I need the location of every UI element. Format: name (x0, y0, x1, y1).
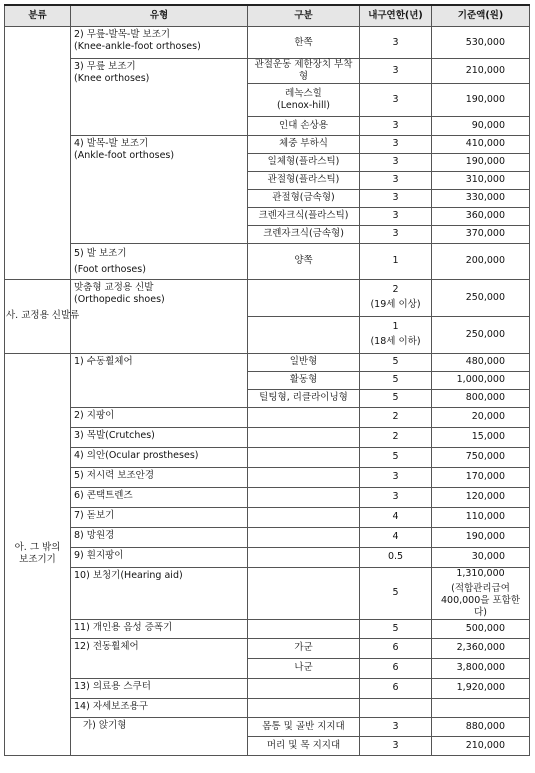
table-row (5, 135, 530, 153)
type-cell: 가) 앉기형 (71, 717, 248, 755)
type-cell: 5) 저시력 보조안경 (71, 467, 248, 487)
amount-cell: 20,000 (432, 407, 530, 427)
table-row (5, 59, 530, 84)
division-cell: 관절운동 제한장치 부착형 (248, 59, 360, 84)
amount-cell: 1,310,000 (적합관리급여 400,000을 포함한다) (432, 567, 530, 619)
amount-cell: 880,000 (432, 717, 530, 736)
type-cell: 6) 콘택트렌즈 (71, 487, 248, 507)
durability-cell: 2 (360, 407, 432, 427)
amount-cell: 210,000 (432, 736, 530, 755)
division-cell: 몸통 및 골반 지지대 (248, 717, 360, 736)
durability-cell: 3 (360, 59, 432, 84)
division-cell: 가군 (248, 638, 360, 658)
amount-cell: 250,000 (432, 316, 530, 353)
type-cell: 12) 전동휠체어 (71, 638, 248, 678)
type-cell: 2) 지팡이 (71, 407, 248, 427)
division-cell: 일체형(플라스틱) (248, 153, 360, 171)
table-row (5, 507, 530, 527)
header-division: 구분 (248, 5, 360, 27)
table-row (5, 27, 530, 59)
durability-cell: 2 (19세 이상) (360, 279, 432, 316)
amount-cell: 190,000 (432, 83, 530, 116)
amount-cell: 410,000 (432, 135, 530, 153)
amount-cell: 250,000 (432, 279, 530, 316)
table-row (5, 487, 530, 507)
division-cell (248, 316, 360, 353)
header-durability: 내구연한(년) (360, 5, 432, 27)
amount-cell: 170,000 (432, 467, 530, 487)
amount-cell: 370,000 (432, 225, 530, 243)
division-cell: 머리 및 목 지지대 (248, 736, 360, 755)
durability-cell (360, 698, 432, 717)
division-cell (248, 698, 360, 717)
table-row (5, 407, 530, 427)
durability-cell: 1 (18세 이하) (360, 316, 432, 353)
durability-cell: 5 (360, 371, 432, 389)
type-cell: 10) 보청기(Hearing aid) (71, 567, 248, 619)
division-cell (248, 567, 360, 619)
type-cell: 11) 개인용 음성 증폭기 (71, 619, 248, 638)
division-cell: 활동형 (248, 371, 360, 389)
table-row (5, 698, 530, 717)
header-amount: 기준액(원) (432, 5, 530, 27)
type-cell: 1) 수동휠체어 (71, 353, 248, 407)
division-cell (248, 547, 360, 567)
durability-cell: 6 (360, 678, 432, 698)
type-cell: 14) 자세보조용구 (71, 698, 248, 717)
division-cell: 관절형(플라스틱) (248, 171, 360, 189)
durability-cell: 0.5 (360, 547, 432, 567)
division-cell: 나군 (248, 658, 360, 678)
durability-cell: 3 (360, 116, 432, 135)
amount-cell: 310,000 (432, 171, 530, 189)
amount-cell: 120,000 (432, 487, 530, 507)
table-header-row (5, 5, 530, 27)
header-category: 분류 (5, 5, 71, 27)
amount-cell: 3,800,000 (432, 658, 530, 678)
table-row (5, 353, 530, 371)
durability-cell: 3 (360, 207, 432, 225)
durability-cell: 2 (360, 427, 432, 447)
division-cell (248, 507, 360, 527)
durability-cell: 3 (360, 487, 432, 507)
amount-cell: 330,000 (432, 189, 530, 207)
type-cell: 3) 목발(Crutches) (71, 427, 248, 447)
table-row (5, 717, 530, 736)
division-cell: 인대 손상용 (248, 116, 360, 135)
durability-cell: 3 (360, 153, 432, 171)
amount-cell: 2,360,000 (432, 638, 530, 658)
table-row (5, 619, 530, 638)
durability-cell: 4 (360, 527, 432, 547)
division-cell: 크렌자크식(플라스틱) (248, 207, 360, 225)
type-cell: 4) 의안(Ocular prostheses) (71, 447, 248, 467)
table-row (5, 678, 530, 698)
amount-cell: 90,000 (432, 116, 530, 135)
durability-cell: 3 (360, 83, 432, 116)
amount-cell: 750,000 (432, 447, 530, 467)
durability-cell: 3 (360, 225, 432, 243)
durability-cell: 5 (360, 389, 432, 407)
amount-cell: 200,000 (432, 243, 530, 279)
table-row (5, 527, 530, 547)
header-type: 유형 (71, 5, 248, 27)
table-row (5, 427, 530, 447)
division-cell: 일반형 (248, 353, 360, 371)
amount-cell: 190,000 (432, 153, 530, 171)
amount-cell: 190,000 (432, 527, 530, 547)
type-cell: 8) 망원경 (71, 527, 248, 547)
amount-cell: 800,000 (432, 389, 530, 407)
division-cell: 틸팅형, 리클라이닝형 (248, 389, 360, 407)
division-cell (248, 407, 360, 427)
durability-cell: 5 (360, 567, 432, 619)
type-cell: 맞춤형 교정용 신발 (Orthopedic shoes) (71, 279, 248, 353)
type-cell: 9) 흰지팡이 (71, 547, 248, 567)
table-row (5, 243, 530, 279)
division-cell (248, 467, 360, 487)
amount-cell: 530,000 (432, 27, 530, 59)
durability-cell: 3 (360, 171, 432, 189)
table-row (5, 279, 530, 316)
division-cell: 레녹스힐 (Lenox-hill) (248, 83, 360, 116)
table-row (5, 567, 530, 619)
durability-cell: 5 (360, 353, 432, 371)
durability-cell: 3 (360, 189, 432, 207)
amount-cell: 30,000 (432, 547, 530, 567)
durability-cell: 6 (360, 638, 432, 658)
amount-cell: 1,920,000 (432, 678, 530, 698)
durability-cell: 3 (360, 135, 432, 153)
amount-cell: 1,000,000 (432, 371, 530, 389)
division-cell (248, 527, 360, 547)
assistive-device-table (4, 4, 530, 756)
table-row (5, 638, 530, 658)
table-row (5, 447, 530, 467)
amount-cell: 500,000 (432, 619, 530, 638)
type-cell: 4) 발목-발 보조기 (Ankle-foot orthoses) (71, 135, 248, 243)
division-cell: 한쪽 (248, 27, 360, 59)
division-cell: 체중 부하식 (248, 135, 360, 153)
durability-cell: 5 (360, 619, 432, 638)
table-row (5, 547, 530, 567)
durability-cell: 5 (360, 447, 432, 467)
category-cell: 아. 그 밖의 보조기기 (5, 353, 71, 755)
type-cell: 7) 돋보기 (71, 507, 248, 527)
division-cell (248, 678, 360, 698)
division-cell (248, 279, 360, 316)
amount-cell: 110,000 (432, 507, 530, 527)
division-cell (248, 447, 360, 467)
durability-cell: 6 (360, 658, 432, 678)
durability-cell: 1 (360, 243, 432, 279)
division-cell: 크렌자크식(금속형) (248, 225, 360, 243)
division-cell (248, 427, 360, 447)
category-cell (5, 27, 71, 280)
table-row (5, 467, 530, 487)
type-cell: 13) 의료용 스쿠터 (71, 678, 248, 698)
type-cell: 3) 무릎 보조기 (Knee orthoses) (71, 59, 248, 136)
amount-cell (432, 698, 530, 717)
amount-cell: 480,000 (432, 353, 530, 371)
division-cell: 관절형(금속형) (248, 189, 360, 207)
type-cell: 2) 무릎-발목-발 보조기 (Knee-ankle-foot orthoses) (71, 27, 248, 59)
amount-cell: 15,000 (432, 427, 530, 447)
amount-cell: 210,000 (432, 59, 530, 84)
division-cell (248, 487, 360, 507)
division-cell: 양쪽 (248, 243, 360, 279)
durability-cell: 3 (360, 27, 432, 59)
amount-cell: 360,000 (432, 207, 530, 225)
durability-cell: 3 (360, 736, 432, 755)
durability-cell: 3 (360, 467, 432, 487)
durability-cell: 4 (360, 507, 432, 527)
category-cell: 사. 교정용 신발류 (5, 279, 71, 353)
division-cell (248, 619, 360, 638)
durability-cell: 3 (360, 717, 432, 736)
type-cell: 5) 발 보조기 (Foot orthoses) (71, 243, 248, 279)
